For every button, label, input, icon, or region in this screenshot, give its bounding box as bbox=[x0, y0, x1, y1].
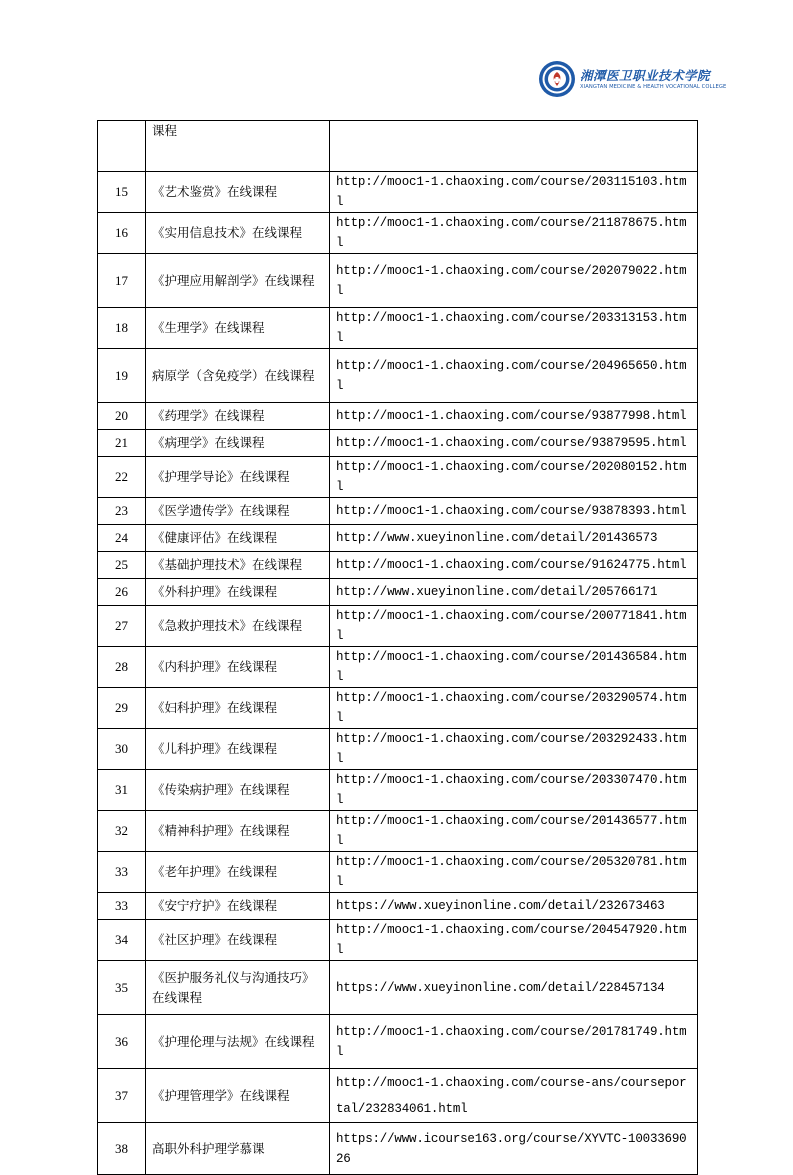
course-name: 《护理学导论》在线课程 bbox=[146, 457, 330, 498]
course-url[interactable]: http://www.xueyinonline.com/detail/201436573 bbox=[330, 525, 698, 552]
course-name: 病原学（含免疫学）在线课程 bbox=[146, 349, 330, 403]
row-number: 19 bbox=[98, 349, 146, 403]
course-url[interactable]: http://mooc1-1.chaoxing.com/course/202079022.html bbox=[330, 254, 698, 308]
course-url[interactable]: http://mooc1-1.chaoxing.com/course/203290574.html bbox=[330, 688, 698, 729]
course-name: 高职外科护理学慕课 bbox=[146, 1123, 330, 1175]
course-name: 《护理管理学》在线课程 bbox=[146, 1069, 330, 1123]
table-row bbox=[98, 349, 698, 403]
table-row bbox=[98, 403, 698, 430]
row-number: 30 bbox=[98, 729, 146, 770]
table-row bbox=[98, 1069, 698, 1123]
row-number: 27 bbox=[98, 606, 146, 647]
course-name: 《医学遗传学》在线课程 bbox=[146, 498, 330, 525]
table-row bbox=[98, 552, 698, 579]
course-name: 《护理伦理与法规》在线课程 bbox=[146, 1015, 330, 1069]
course-name: 《老年护理》在线课程 bbox=[146, 852, 330, 893]
row-number: 33 bbox=[98, 893, 146, 920]
table-row bbox=[98, 1123, 698, 1175]
course-url[interactable]: http://mooc1-1.chaoxing.com/course/93878393.html bbox=[330, 498, 698, 525]
course-name: 《急救护理技术》在线课程 bbox=[146, 606, 330, 647]
row-number: 24 bbox=[98, 525, 146, 552]
course-url[interactable]: https://www.icourse163.org/course/XYVTC-1003369026 bbox=[330, 1123, 698, 1175]
college-name-en: XIANGTAN MEDICINE & HEALTH VOCATIONAL COLLEGE bbox=[580, 84, 727, 90]
table-row bbox=[98, 811, 698, 852]
row-number: 38 bbox=[98, 1123, 146, 1175]
row-number: 35 bbox=[98, 961, 146, 1015]
table-row bbox=[98, 688, 698, 729]
course-url bbox=[330, 121, 698, 172]
course-url[interactable]: http://mooc1-1.chaoxing.com/course/201781749.html bbox=[330, 1015, 698, 1069]
table-row bbox=[98, 606, 698, 647]
course-name: 《内科护理》在线课程 bbox=[146, 647, 330, 688]
table-row bbox=[98, 498, 698, 525]
table-row bbox=[98, 852, 698, 893]
table-row bbox=[98, 961, 698, 1015]
row-number: 34 bbox=[98, 920, 146, 961]
course-name: 《病理学》在线课程 bbox=[146, 430, 330, 457]
course-url[interactable]: http://mooc1-1.chaoxing.com/course/201436577.html bbox=[330, 811, 698, 852]
course-url[interactable]: http://mooc1-1.chaoxing.com/course/202080152.html bbox=[330, 457, 698, 498]
course-url[interactable]: http://mooc1-1.chaoxing.com/course-ans/courseportal/232834061.html bbox=[330, 1069, 698, 1123]
row-number: 37 bbox=[98, 1069, 146, 1123]
table-row bbox=[98, 647, 698, 688]
course-url[interactable]: http://mooc1-1.chaoxing.com/course/201436584.html bbox=[330, 647, 698, 688]
course-url[interactable]: http://mooc1-1.chaoxing.com/course/203313153.html bbox=[330, 308, 698, 349]
college-name-cn: 湘潭医卫职业技术学院 bbox=[580, 68, 711, 83]
course-url[interactable]: http://mooc1-1.chaoxing.com/course/204965650.html bbox=[330, 349, 698, 403]
course-url[interactable]: http://mooc1-1.chaoxing.com/course/203307470.html bbox=[330, 770, 698, 811]
row-number: 22 bbox=[98, 457, 146, 498]
course-url[interactable]: http://mooc1-1.chaoxing.com/course/200771841.html bbox=[330, 606, 698, 647]
course-url[interactable]: http://mooc1-1.chaoxing.com/course/93877998.html bbox=[330, 403, 698, 430]
course-name: 《生理学》在线课程 bbox=[146, 308, 330, 349]
row-number: 31 bbox=[98, 770, 146, 811]
college-seal-icon bbox=[538, 60, 576, 98]
table-row bbox=[98, 525, 698, 552]
course-name: 课程 bbox=[146, 121, 330, 172]
course-url[interactable]: https://www.xueyinonline.com/detail/228457134 bbox=[330, 961, 698, 1015]
course-url[interactable]: http://mooc1-1.chaoxing.com/course/93879595.html bbox=[330, 430, 698, 457]
row-number: 17 bbox=[98, 254, 146, 308]
course-url[interactable]: https://www.xueyinonline.com/detail/232673463 bbox=[330, 893, 698, 920]
course-url[interactable]: http://mooc1-1.chaoxing.com/course/91624775.html bbox=[330, 552, 698, 579]
row-number bbox=[98, 121, 146, 172]
table-row bbox=[98, 729, 698, 770]
course-url[interactable]: http://mooc1-1.chaoxing.com/course/211878675.html bbox=[330, 213, 698, 254]
table-row bbox=[98, 893, 698, 920]
course-name: 《医护服务礼仪与沟通技巧》在线课程 bbox=[146, 961, 330, 1015]
row-number: 36 bbox=[98, 1015, 146, 1069]
course-url[interactable]: http://mooc1-1.chaoxing.com/course/205320781.html bbox=[330, 852, 698, 893]
course-url[interactable]: http://mooc1-1.chaoxing.com/course/204547920.html bbox=[330, 920, 698, 961]
course-name: 《药理学》在线课程 bbox=[146, 403, 330, 430]
table-row bbox=[98, 121, 698, 172]
row-number: 25 bbox=[98, 552, 146, 579]
row-number: 26 bbox=[98, 579, 146, 606]
table-row bbox=[98, 172, 698, 213]
course-name: 《安宁疗护》在线课程 bbox=[146, 893, 330, 920]
table-row bbox=[98, 213, 698, 254]
table-row bbox=[98, 770, 698, 811]
course-name: 《精神科护理》在线课程 bbox=[146, 811, 330, 852]
row-number: 29 bbox=[98, 688, 146, 729]
row-number: 15 bbox=[98, 172, 146, 213]
course-name: 《基础护理技术》在线课程 bbox=[146, 552, 330, 579]
row-number: 20 bbox=[98, 403, 146, 430]
row-number: 28 bbox=[98, 647, 146, 688]
table-row bbox=[98, 1015, 698, 1069]
course-name: 《儿科护理》在线课程 bbox=[146, 729, 330, 770]
row-number: 33 bbox=[98, 852, 146, 893]
row-number: 32 bbox=[98, 811, 146, 852]
table-row bbox=[98, 579, 698, 606]
course-table bbox=[97, 120, 698, 1175]
course-name: 《社区护理》在线课程 bbox=[146, 920, 330, 961]
course-name: 《外科护理》在线课程 bbox=[146, 579, 330, 606]
table-row bbox=[98, 920, 698, 961]
row-number: 23 bbox=[98, 498, 146, 525]
course-name: 《艺术鉴赏》在线课程 bbox=[146, 172, 330, 213]
college-logo bbox=[538, 60, 727, 100]
row-number: 16 bbox=[98, 213, 146, 254]
row-number: 21 bbox=[98, 430, 146, 457]
course-name: 《健康评估》在线课程 bbox=[146, 525, 330, 552]
table-row bbox=[98, 308, 698, 349]
course-url[interactable]: http://mooc1-1.chaoxing.com/course/203115103.html bbox=[330, 172, 698, 213]
course-url[interactable]: http://www.xueyinonline.com/detail/205766171 bbox=[330, 579, 698, 606]
table-row bbox=[98, 254, 698, 308]
course-name: 《护理应用解剖学》在线课程 bbox=[146, 254, 330, 308]
course-url[interactable]: http://mooc1-1.chaoxing.com/course/203292433.html bbox=[330, 729, 698, 770]
row-number: 18 bbox=[98, 308, 146, 349]
course-name: 《传染病护理》在线课程 bbox=[146, 770, 330, 811]
course-name: 《妇科护理》在线课程 bbox=[146, 688, 330, 729]
table-row bbox=[98, 430, 698, 457]
course-name: 《实用信息技术》在线课程 bbox=[146, 213, 330, 254]
table-row bbox=[98, 457, 698, 498]
